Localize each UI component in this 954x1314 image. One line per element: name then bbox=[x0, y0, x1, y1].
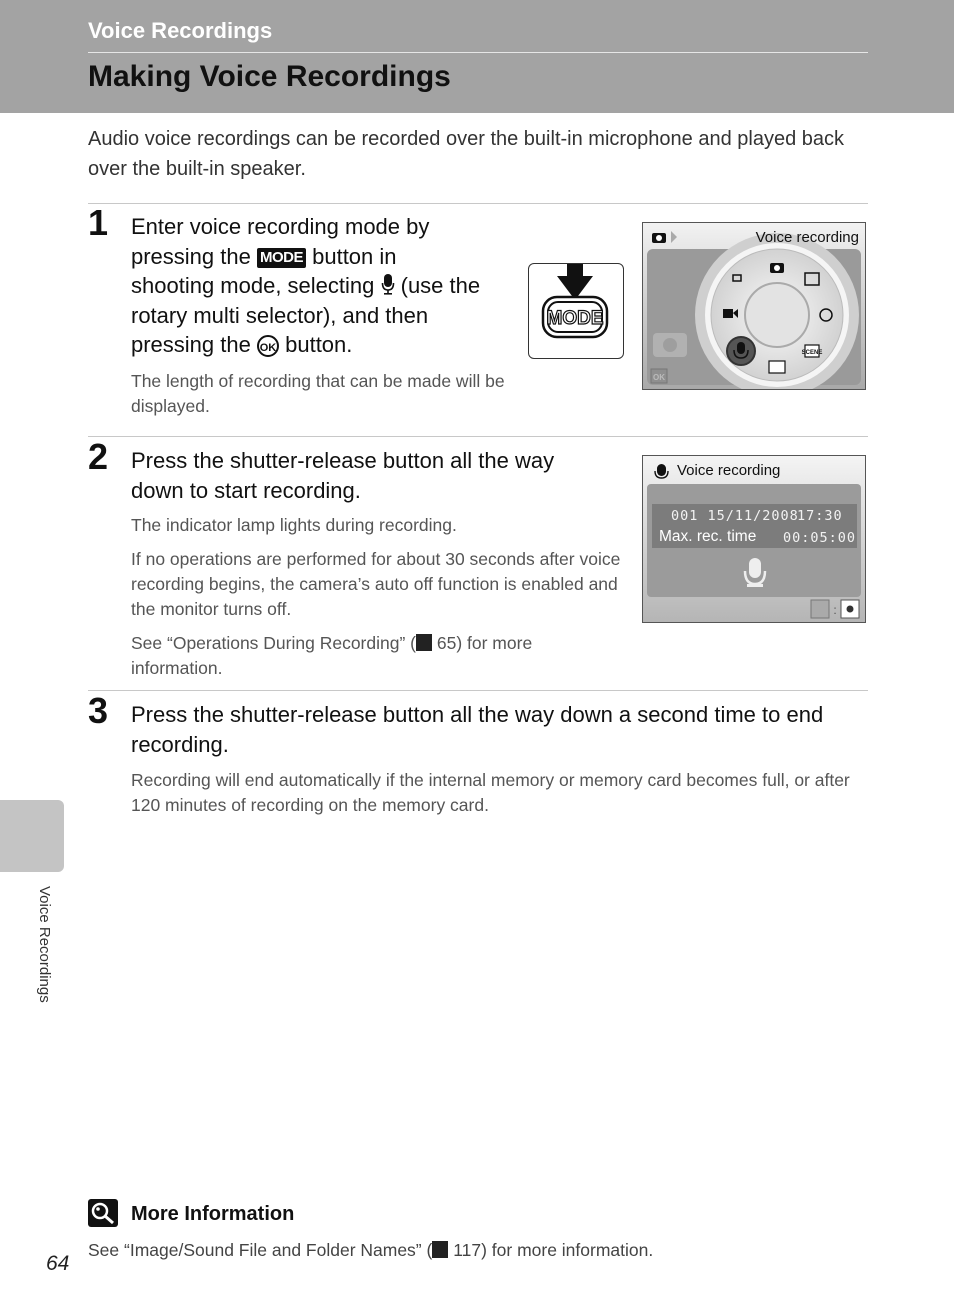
step-1-instruction bbox=[131, 212, 521, 360]
step-2-note-3 bbox=[131, 631, 611, 681]
file-counter-date: 001 15/11/2008 bbox=[671, 508, 799, 524]
max-rec-time-label: Max. rec. time bbox=[659, 528, 757, 545]
step-number: 2 bbox=[88, 436, 109, 477]
mode-button-icon: MODE bbox=[257, 248, 306, 268]
step-1-line bbox=[131, 330, 521, 360]
divider bbox=[88, 436, 868, 437]
section-title: Voice Recordings bbox=[88, 18, 273, 43]
more-information-title: More Information bbox=[131, 1203, 295, 1225]
step-number: 3 bbox=[88, 690, 109, 731]
mode-button-label: MODE bbox=[546, 308, 604, 329]
large-microphone-icon bbox=[749, 558, 761, 578]
scene-auto-icon bbox=[769, 361, 785, 373]
step-2-note-1: The indicator lamp lights during recording. bbox=[131, 515, 457, 535]
step-number: 1 bbox=[88, 202, 109, 243]
step-1-line: Enter voice recording mode by bbox=[131, 214, 430, 239]
text-fragment: button. bbox=[285, 332, 353, 357]
text-fragment: See “Operations During Recording” ( bbox=[131, 633, 416, 653]
chapter-tab bbox=[0, 800, 64, 872]
text-fragment: pressing the bbox=[131, 332, 251, 357]
page-header bbox=[0, 0, 954, 113]
recording-screen bbox=[642, 455, 866, 623]
screen-graphic bbox=[643, 223, 865, 389]
microphone-icon bbox=[657, 464, 666, 476]
text-fragment: See “Image/Sound File and Folder Names” ( bbox=[88, 1240, 433, 1260]
step-2-note-2: If no operations are performed for about 30 seconds after voice recording begins, the camera’s auto off function is enabled and the monitor turns off. bbox=[131, 549, 621, 619]
intro-paragraph: Audio voice recordings can be recorded over the built-in microphone and played back over the built-in speaker. bbox=[88, 128, 845, 180]
screen-mode-label: Voice recording bbox=[755, 229, 859, 246]
delete-icon bbox=[811, 600, 829, 618]
clock-time: 17:30 bbox=[797, 508, 843, 524]
step-1-line bbox=[131, 242, 521, 272]
text-fragment: shooting mode, selecting bbox=[131, 273, 375, 298]
screen-mode-label: Voice recording bbox=[677, 462, 781, 479]
mode-button-illustration bbox=[528, 263, 624, 359]
more-information-text bbox=[88, 1240, 653, 1261]
microphone-icon bbox=[381, 273, 395, 295]
step-1-note: The length of recording that can be made will be displayed. bbox=[131, 371, 505, 416]
mode-selection-screen bbox=[642, 222, 866, 390]
step-3-instruction: Press the shutter-release button all the way down a second time to end recording. bbox=[131, 702, 824, 757]
page-number: 64 bbox=[46, 1252, 70, 1275]
text-fragment: button in bbox=[312, 243, 397, 269]
ok-indicator: OK bbox=[653, 373, 665, 382]
text-fragment: 65) for more information. bbox=[131, 633, 533, 678]
text-fragment: 117) for more information. bbox=[448, 1240, 654, 1260]
step-1-line bbox=[131, 271, 521, 301]
step-1-line: rotary multi selector), and then bbox=[131, 302, 429, 328]
header-divider bbox=[88, 52, 868, 53]
step-3-note: Recording will end automatically if the internal memory or memory card becomes full, or after 120 minutes of recording on the memory card. bbox=[131, 770, 850, 815]
max-rec-time-value: 00:05:00 bbox=[783, 530, 857, 546]
text-fragment: (use the bbox=[400, 273, 481, 298]
divider bbox=[88, 203, 868, 204]
ok-button-icon: OK bbox=[257, 335, 279, 357]
press-arrow-icon bbox=[529, 264, 622, 357]
step-2-instruction: Press the shutter-release button all the way down to start recording. bbox=[131, 448, 555, 503]
page-reference-icon bbox=[432, 1241, 448, 1258]
magnifier-info-icon bbox=[88, 1199, 118, 1227]
page-title: Making Voice Recordings bbox=[88, 60, 451, 93]
chapter-tab-label: Voice Recordings bbox=[36, 886, 53, 1003]
page-reference-icon bbox=[416, 634, 432, 651]
movie-mode-icon bbox=[723, 309, 733, 318]
text-fragment: pressing the bbox=[131, 243, 251, 269]
svg-text:SCENE: SCENE bbox=[801, 350, 823, 356]
divider bbox=[88, 690, 868, 691]
svg-text::: : bbox=[833, 603, 837, 617]
